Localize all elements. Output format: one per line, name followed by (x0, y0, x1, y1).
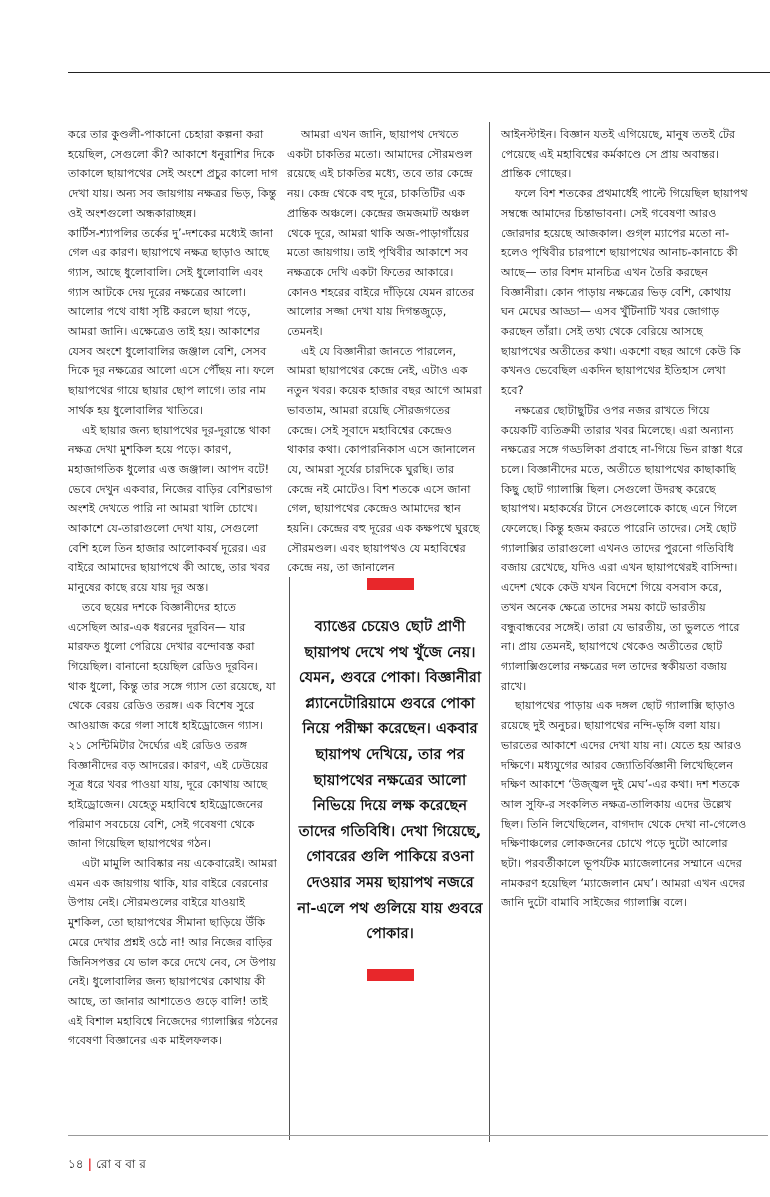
column-divider (489, 122, 490, 1142)
paragraph: এই যে বিজ্ঞানীরা জানতে পারলেন, আমরা ছায়াপথের কেন্দ্রে নেই, এটাও এক নতুন খবর। কয়েক হাজার বছর আগে আমরা ভাবতাম, আমরা রয়েছি সৌরজগতের কেন্দ্রে। সেই সূবাদে মহাবিশ্বের কেন্দ্রেও থাকার কথা। কোপারনিকাস এসে জানালেন যে, আমরা সূর্যের চারদিকে ঘুরছি। তার কেন্দ্রে নই মোটেও। বিশ শতকে এসে জানা গেল, ছায়াপথের কেন্দ্রেও আমাদের স্থান হয়নি। কেন্দ্রের বহু দূরের এক কক্ষপথে ঘুরছে সৌরমণ্ডল। এবং ছায়াপথও যে মহাবিশ্বের কেন্দ্রে নয়, তা জানালেন (287, 344, 482, 575)
paragraph: এই ছায়ার জন্য ছায়াপথের দূর-দূরান্তে থাকা নক্ষত্র দেখা মুশকিল হয়ে পড়ে। কারণ, মহাজাগতিক ধুলোর এত্ত জঞ্জাল। আপদ বটে! ভেবে দেখুন একবার, নিজের বাড়ির বেশিরভাগ অংশই দেখতে পারি না আমরা খালি চোখে। আকাশে যে-তারাগুলো দেখা যায়, সেগুলো বেশি হলে তিন হাজার আলোকবর্ষ দূরের। এর বাইরে আমাদের ছায়াপথে কী আছে, তার খবর মানুষের কাছে রয়ে যায় দূর অস্ত। (68, 423, 273, 595)
paragraph: করে তার কুণ্ডলী-পাকানো চেহারা কল্পনা করা হয়েছিল, সেগুলো কী? আকাশে ধনুরাশির দিকে তাকালে ছায়াপথের সেই অংশে প্রচুর কালো দাগ দেখা যায়। অন্য সব জায়গায় নক্ষত্রর ভিড়, কিন্তু ওই অংশগুলো অন্ধকারাচ্ছন্ন। (68, 128, 278, 220)
pullquote-left-divider (289, 577, 290, 1140)
page-footer (68, 1156, 146, 1176)
footer-separator: | (87, 1157, 92, 1171)
paragraph: আমরা এখন জানি, ছায়াপথ দেখতে একটা চাকতির মতো। আমাদের সৌরমণ্ডল রয়েছে এই চাকতির মধ্যে, তবে তার কেন্দ্রে নয়। কেন্দ্র থেকে বহু দূরে, চাকতিটির এক প্রান্তিক অঞ্চলে। কেন্দ্রের জমজমাট অঞ্চল থেকে দূরে, আমরা থাকি অজ-পাড়াগাঁয়ের মতো জায়গায়। তাই পৃথিবীর আকাশে সব নক্ষত্রকে দেখি একটা ফিতের আকারে। কোনও শহরের বাইরে দাঁড়িয়ে যেমন রাতের আলোর সজ্জা দেখা যায় দিগন্তজুড়ে, তেমনই। (287, 128, 475, 339)
pullquote-box (297, 578, 483, 981)
article-column-3 (501, 125, 748, 913)
paragraph: ছায়াপথের পাড়ায় এক দঙ্গল ছোট গ্যালাক্সি ছাড়াও রয়েছে দুই অনুচর। ছায়াপথের নন্দি-ভৃঙ্গি বলা যায়। ভারতের আকাশে এদের দেখা যায় না। যেতে হয় আরও দক্ষিণে। মধ্যযুগের আরব জ্যোতির্বিজ্ঞানী লিখেছিলেন দক্ষিণ আকাশে ‘উজ্জ্বল দুই মেঘ’-এর কথা। দশ শতকে আল সুফি-র সংকলিত নক্ষত্র-তালিকায় এদের উল্লেখ ছিল। তিনি লিখেছিলেন, বাগদাদ থেকে দেখা না-গেলেও দক্ষিণাঞ্চলের লোকজনের চোখে পড়ে দুটো আলোর ছটা। পরবর্তীকালে ভূপর্যটক ম্যাজেলানের সম্মানে এদের নামকরণ হয়েছিল ‘ম্যাজেলান মেঘ’। আমরা এখন এদের জানি দুটো বামাবি সাইজের গ্যালাক্সি বলে। (501, 699, 747, 910)
article-column-1 (68, 125, 278, 1051)
paragraph: আইনস্টাইন। বিজ্ঞান যতই এগিয়েছে, মানুষ ততই টের পেয়েছে এই মহাবিশ্বের কর্মকাণ্ডে সে প্রায় অবান্তর। প্রান্তিক গোছের। (501, 128, 736, 181)
pullquote-bottom-accent (367, 969, 414, 981)
article-column-2 (287, 125, 483, 578)
magazine-name: রো ব বা র (95, 1157, 146, 1171)
pullquote-top-accent (367, 578, 414, 590)
paragraph: নক্ষত্রের ছোটাছুটির ওপর নজর রাখতে গিয়ে কয়েকটি ব্যতিক্রমী তারার খবর মিলেছে। এরা অন্যান্য নক্ষত্রের সঙ্গে গড্ডলিকা প্রবাহে না-গিয়ে ভিন রাস্তা ধরে চলে। বিজ্ঞানীদের মতে, অতীতে ছায়াপথের কাছাকাছি কিছু ছোট গ্যালাক্সি ছিল। সেগুলো উদরস্থ করেছে ছায়াপথ। মহাকর্ষের টানে সেগুলোকে কাছে এনে গিলে ফেলেছে। কিন্তু হজম করতে পারেনি তাদের। সেই ছোট গ্যালাক্সির তারাগুলো এখনও তাদের পুরনো গতিবিধি বজায় রেখেছে, যদিও এরা এখন ছায়াপথেরই বাসিন্দা। এদেশ থেকে কেউ যখন বিদেশে গিয়ে বসবাস করে, তখন অনেক ক্ষেত্রে তাদের সময় কাটে ভারতীয় বন্ধুবান্ধবের সঙ্গেই। তারা যে ভারতীয়, তা ভুলতে পারে না। প্রায় তেমনই, ছায়াপথে থেকেও অতীতের ছোট গ্যালাক্সিগুলোর নক্ষত্রের দল তাদের স্বকীয়তা বজায় রাখে। (501, 403, 743, 693)
top-rule (68, 72, 770, 73)
paragraph: কার্টিস-শ্যাপলির তর্কের দু’-দশকের মধ্যেই জানা গেল এর কারণ। ছায়াপথে নক্ষত্র ছাড়াও আছে গ্যাস, আছে ধুলোবালি। সেই ধুলোবালি এবং গ্যাস আটকে দেয় দূরের নক্ষত্রের আলো। আলোর পথে বাধা সৃষ্টি করলে ছায়া পড়ে, আমরা জানি। এক্ষেত্রেও তাই হয়। আকাশের যেসব অংশে ধুলোবালির জঞ্জাল বেশি, সেসব দিকে দূর নক্ষত্রের আলো এসে পৌঁছয় না। ফলে ছায়াপথের গায়ে ছায়ার ছোপ লাগে। তার নাম সার্থক হয় ধুলোবালির খাতিরে। (68, 226, 275, 417)
pullquote-text: ব্যাঙের চেয়েও ছোট প্রাণী ছায়াপথ দেখে পথ খুঁজে নেয়। যেমন, গুবরে পোকা। বিজ্ঞানীরা প্ল্যানেটোরিয়ামে গুবরে পোকা নিয়ে পরীক্ষা করেছেন। একবার ছায়াপথ দেখিয়ে, তার পর ছায়াপথের নক্ষত্রের আলো নিভিয়ে দিয়ে লক্ষ করেছেন তাদের গতিবিধি। দেখা গিয়েছে, গোবরের গুলি পাকিয়ে রওনা দেওয়ার সময় ছায়াপথ নজরে না-এলে পথ গুলিয়ে যায় গুবরে পোকার। (297, 618, 483, 943)
footer-rule (68, 1135, 768, 1136)
paragraph: ফলে বিশ শতকের প্রথমার্ধেই পাল্টে গিয়েছিল ছায়াপথ সম্বন্ধে আমাদের চিন্তাভাবনা। সেই গবেষণা আরও জোরদার হয়েছে আজকাল। গুগ্‌ল ম্যাপের মতো না-হলেও পৃথিবীর চারপাশে ছায়াপথের আনাচ-কানাচে কী আছে— তার বিশদ মানচিত্র এখন তৈরি করছেন বিজ্ঞানীরা। কোন পাড়ায় নক্ষত্রের ভিড় বেশি, কোথায় ঘন মেঘের আড্ডা— এসব খুঁটিনাটি খবর জোগাড় করছেন তাঁরা। সেই তথ্য থেকে বেরিয়ে আসছে ছায়াপথের অতীতের কথা। একশো বছর আগে কেউ কি কখনও ভেবেছিল একদিন ছায়াপথের ইতিহাস লেখা হবে? (501, 187, 748, 398)
paragraph: তবে ছয়ের দশকে বিজ্ঞানীদের হাতে এসেছিল আর-এক ধরনের দূরবিন— যার মারফত ধুলো পেরিয়ে দেখার বন্দোবস্ত করা গিয়েছিল। বানানো হয়েছিল রেডিও দূরবিন। থাক ধুলো, কিন্তু তার সঙ্গে গ্যাস তো রয়েছে, যা থেকে বেরয় রেডিও তরঙ্গ। এক বিশেষ সুরে আওয়াজ করে গলা সাধে হাইড্রোজেন গ্যাস। ২১ সেন্টিমিটার দৈর্ঘ্যের এই রেডিও তরঙ্গ বিজ্ঞানীদের বড় আদরের। কারণ, এই ঢেউয়ের সূত্র ধরে খবর পাওয়া যায়, দূরে কোথায় আছে হাইড্রোজেন। যেহেতু মহাবিশ্বে হাইড্রোজেনের পরিমাণ সবচেয়ে বেশি, সেই গবেষণা থেকে জানা গিয়েছিল ছায়াপথের গঠন। (68, 600, 276, 851)
page-number: ১৪ (68, 1157, 84, 1171)
paragraph: এটা মামুলি আবিষ্কার নয় একেবারেই। আমরা এমন এক জায়গায় থাকি, যার বাইরে বেরনোর উপায় নেই। সৌরমণ্ডলের বাইরে যাওয়াই মুশকিল, তো ছায়াপথের সীমানা ছাড়িয়ে উঁকি মেরে দেখার প্রশ্নই ওঠে না! আর নিজের বাড়ির জিনিসপত্তর যে ভাল করে দেখে নেব, সে উপায় নেই। ধুলোবালির জন্য ছায়াপথের কোথায় কী আছে, তা জানার আশাতেও গুড়ে বালি! তাই এই বিশাল মহাবিশ্বে নিজেদের গ্যালাক্সির গঠনের গবেষণা বিজ্ঞানের এক মাইলফলক। (68, 857, 278, 1048)
